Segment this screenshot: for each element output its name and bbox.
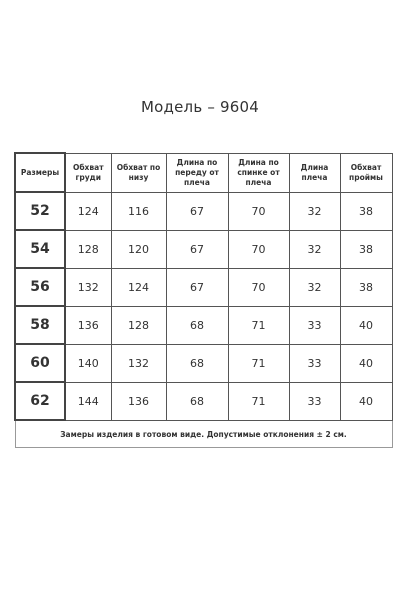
table-cell: 116 (111, 192, 166, 230)
table-cell: 124 (111, 268, 166, 306)
header-chest-girth: Обхват груди (65, 153, 111, 192)
table-cell: 32 (289, 192, 340, 230)
table-header-row (15, 153, 392, 192)
size-cell: 60 (15, 344, 65, 382)
table-cell: 144 (65, 382, 111, 420)
header-shoulder-length: Длина плеча (289, 153, 340, 192)
table-row (15, 344, 392, 382)
table-cell: 128 (111, 306, 166, 344)
header-hem-girth: Обхват по низу (111, 153, 166, 192)
table-row (15, 192, 392, 230)
table-cell: 68 (166, 382, 228, 420)
table-cell: 67 (166, 230, 228, 268)
table-cell: 38 (340, 268, 392, 306)
table-cell: 136 (65, 306, 111, 344)
size-cell: 62 (15, 382, 65, 420)
table-cell: 38 (340, 192, 392, 230)
header-sizes: Размеры (15, 153, 65, 192)
table-cell: 132 (111, 344, 166, 382)
size-cell: 54 (15, 230, 65, 268)
table-cell: 33 (289, 382, 340, 420)
table-cell: 32 (289, 268, 340, 306)
table-cell: 68 (166, 306, 228, 344)
header-back-length: Длина по спинке от плеча (228, 153, 289, 192)
table-cell: 67 (166, 268, 228, 306)
table-cell: 68 (166, 344, 228, 382)
table-cell: 128 (65, 230, 111, 268)
table-cell: 136 (111, 382, 166, 420)
table-cell: 38 (340, 230, 392, 268)
table-cell: 71 (228, 306, 289, 344)
table-row (15, 230, 392, 268)
table-cell: 70 (228, 268, 289, 306)
table-cell: 120 (111, 230, 166, 268)
table-cell: 132 (65, 268, 111, 306)
table-cell: 40 (340, 344, 392, 382)
table-cell: 67 (166, 192, 228, 230)
table-cell: 40 (340, 306, 392, 344)
table-row (15, 306, 392, 344)
table-cell: 124 (65, 192, 111, 230)
table-cell: 33 (289, 344, 340, 382)
table-cell: 70 (228, 192, 289, 230)
header-armhole-girth: Обхват проймы (340, 153, 392, 192)
footnote-row (15, 420, 392, 448)
table-cell: 70 (228, 230, 289, 268)
size-cell: 52 (15, 192, 65, 230)
size-cell: 58 (15, 306, 65, 344)
table-cell: 32 (289, 230, 340, 268)
table-row (15, 382, 392, 420)
header-front-length: Длина по переду от плеча (166, 153, 228, 192)
page-title: Модель – 9604 (141, 98, 259, 116)
table-row (15, 268, 392, 306)
size-chart-table (14, 152, 393, 448)
table-cell: 140 (65, 344, 111, 382)
tolerance-footnote: Замеры изделия в готовом виде. Допустимые отклонения ± 2 см. (15, 420, 392, 448)
table-cell: 40 (340, 382, 392, 420)
size-cell: 56 (15, 268, 65, 306)
table-cell: 71 (228, 344, 289, 382)
table-cell: 71 (228, 382, 289, 420)
table-cell: 33 (289, 306, 340, 344)
